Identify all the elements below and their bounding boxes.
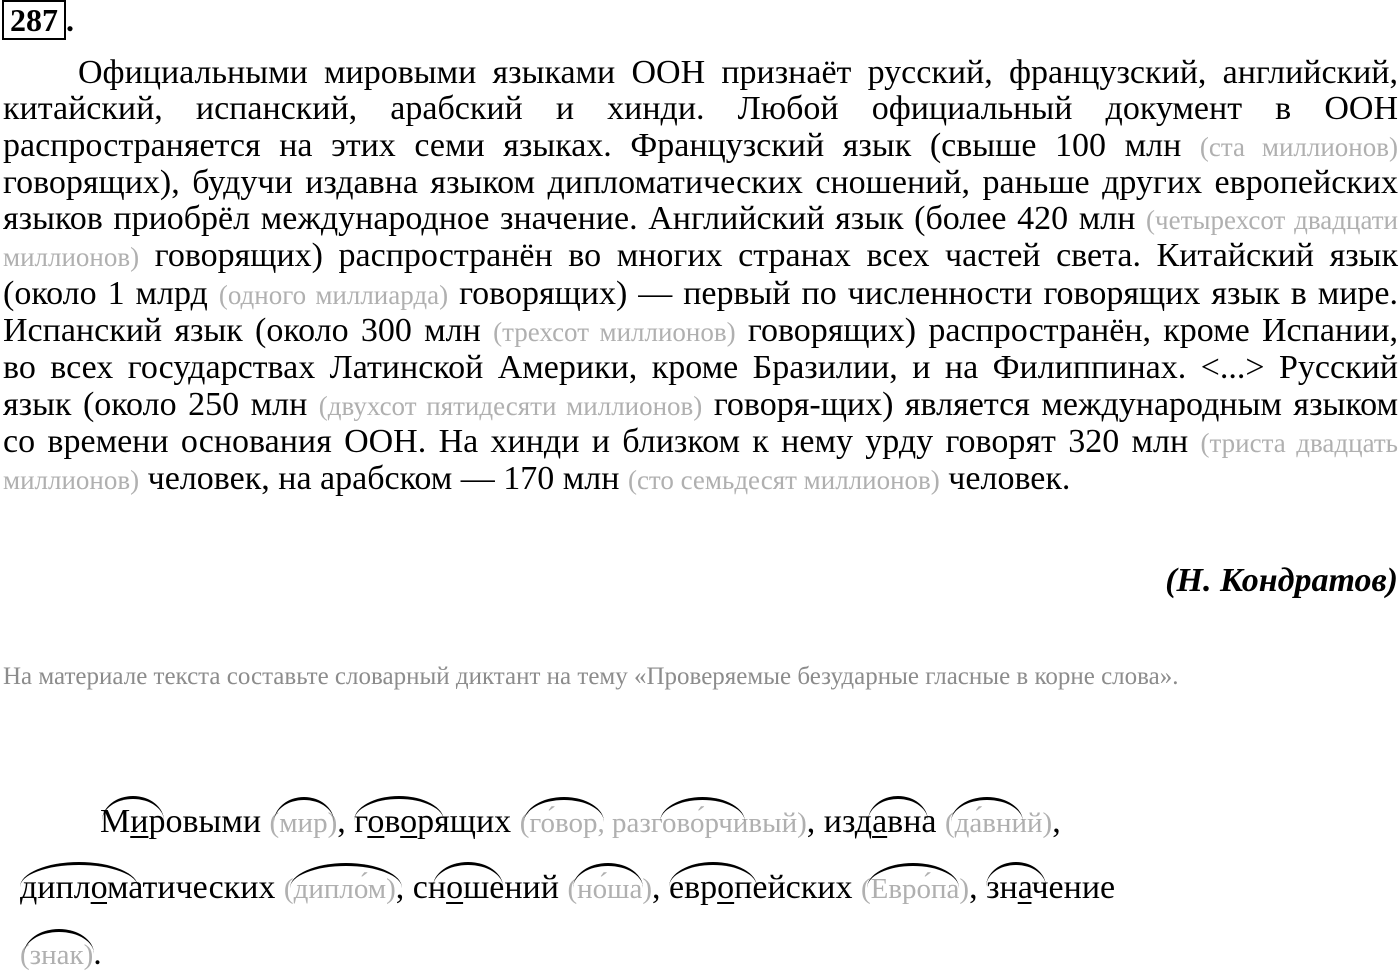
text-segment: Официальными мировыми языками ООН признаёт русский, французский, английский, китайский, испанский, арабский и хинди. Любой официальный документ в ООН распространяется на этих семи языках. Французский язык (свыше 100 млн — [3, 54, 1398, 164]
dictation-word: говорящих — [354, 802, 511, 842]
number-gloss: (ста миллионов) — [1199, 131, 1398, 162]
task-instruction: На материале текста составьте словарный диктант на тему «Проверяемые безударные гласные в корне слова». — [3, 663, 1179, 690]
root-arc — [660, 797, 745, 822]
root-arc — [354, 796, 444, 821]
text-segment: человек, на арабском — 170 млн — [147, 460, 620, 498]
text-segment: говорящих), будучи издавна языком дипломатических сношений, раньше других европейских языков приобрёл международное значение. Английский язык (более 420 млн — [3, 163, 1398, 238]
vowel-mark: о — [367, 803, 385, 840]
root-arc — [102, 796, 164, 821]
vowel-mark: о — [400, 803, 418, 840]
check-word: (Евро́па) — [861, 869, 969, 909]
answer-line: дипломатических (дипло́м), сношений (но́ша), европейских (Евро́па), значение — [20, 868, 1115, 909]
number-gloss: (сто семьдесят миллионов) — [627, 465, 940, 496]
dictation-word: дипломатических — [20, 868, 275, 908]
root-arc — [524, 797, 604, 822]
root-arc — [274, 797, 334, 822]
root-arc — [433, 862, 503, 887]
number-gloss: (четырехсот двадцати миллионов) — [3, 205, 1399, 273]
main-text — [3, 55, 1398, 499]
dictation-word: европейских — [669, 868, 852, 908]
number-gloss: (триста двадцать миллионов) — [3, 427, 1398, 496]
check-word: (мир) — [270, 803, 338, 843]
text-segment: говоря-щих) является международным языком со времени основания ООН. На хинди и близком к нему урду говорят 320 млн — [3, 385, 1399, 460]
text-segment: говорящих) — первый по численности говорящих язык в мире. Испанский язык (около 300 млн — [3, 274, 1399, 350]
answer-dictation — [0, 770, 1400, 975]
answer-line: (знак). — [20, 934, 102, 975]
text-paragraph — [3, 55, 1398, 499]
root-arc — [20, 862, 138, 887]
author-attribution: (Н. Кондратов) — [1165, 562, 1398, 599]
check-word: (дипло́м) — [284, 869, 396, 909]
vowel-mark: о — [90, 869, 108, 906]
check-word: (знак) — [20, 935, 93, 975]
number-gloss: (двухсот пятидесяти миллионов) — [318, 390, 703, 421]
root-arc — [867, 863, 959, 888]
root-arc — [986, 862, 1046, 887]
dictation-word: Мировыми — [100, 802, 261, 842]
number-gloss: (трехсот миллионов) — [493, 317, 736, 348]
root-arc — [951, 797, 1023, 822]
root-arc — [290, 863, 402, 888]
check-word: (но́ша) — [567, 869, 652, 909]
text-segment: говорящих) распространён во многих странах всех частей света. Китайский язык (около 1 млрд — [3, 237, 1399, 312]
root-arc — [868, 796, 928, 821]
dictation-word: значение — [986, 868, 1115, 908]
vowel-mark: о — [717, 869, 735, 906]
dictation-word: издавна — [824, 802, 937, 842]
text-segment: человек. — [948, 460, 1071, 498]
vowel-mark: о — [446, 869, 464, 906]
text-segment: говорящих) распространён, кроме Испании, во всех государствах Латинской Америки, кроме Бразилии, и на Филиппинах. <...> Русский язык (около 250 млн — [3, 312, 1398, 423]
vowel-mark: и — [130, 803, 149, 840]
root-arc — [24, 929, 94, 954]
vowel-mark: а — [872, 803, 888, 840]
answer-line: Мировыми (мир), говорящих (го́вор, разгово́рчивый), издавна (да́вний), — [100, 802, 1061, 843]
dictation-word: сношений — [413, 868, 559, 908]
exercise-number: 287 . — [2, 2, 74, 38]
vowel-mark: а — [1017, 869, 1032, 906]
number-gloss: (одного миллиарда) — [218, 279, 449, 310]
check-word: (да́вний) — [945, 803, 1052, 843]
root-arc — [669, 862, 757, 887]
root-arc — [573, 863, 643, 888]
check-word: (го́вор, разгово́рчивый) — [520, 803, 807, 843]
